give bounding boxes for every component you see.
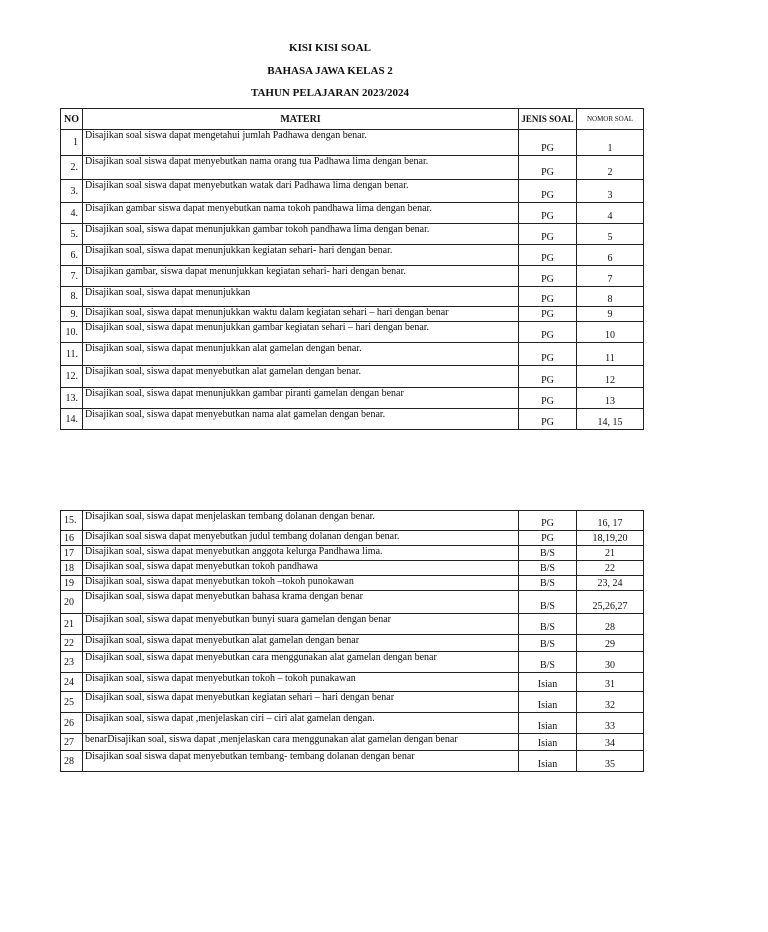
- table-row: [61, 366, 644, 388]
- cell-jenis: PG: [519, 130, 577, 156]
- cell-nomor: 33: [577, 713, 644, 734]
- cell-jenis: B/S: [519, 561, 577, 576]
- cell-nomor: 12: [577, 366, 644, 388]
- cell-no: 21: [61, 614, 83, 635]
- cell-nomor: 32: [577, 692, 644, 713]
- cell-materi: Disajikan gambar, siswa dapat menunjukkan kegiatan sehari- hari dengan benar.: [83, 266, 519, 287]
- cell-materi: Disajikan soal, siswa dapat menunjukkan gambar kegiatan sehari – hari dengan benar.: [83, 322, 519, 343]
- cell-nomor: 4: [577, 203, 644, 224]
- cell-nomor: 14, 15: [577, 409, 644, 430]
- cell-no: 13.: [61, 388, 83, 409]
- cell-jenis: Isian: [519, 692, 577, 713]
- cell-nomor: 9: [577, 307, 644, 322]
- cell-materi: Disajikan soal, siswa dapat menunjukkan waktu dalam kegiatan sehari – hari dengan benar: [83, 307, 519, 322]
- cell-materi: Disajikan soal, siswa dapat ,menjelaskan ciri – ciri alat gamelan dengan.: [83, 713, 519, 734]
- cell-no: 22: [61, 635, 83, 652]
- cell-nomor: 30: [577, 652, 644, 673]
- table-row: [61, 561, 644, 576]
- cell-no: 18: [61, 561, 83, 576]
- col-jenis-header: JENIS SOAL: [519, 109, 577, 130]
- table-row: [61, 156, 644, 180]
- table-row: [61, 388, 644, 409]
- cell-nomor: 18,19,20: [577, 531, 644, 546]
- cell-jenis: PG: [519, 511, 577, 531]
- table-row: [61, 266, 644, 287]
- cell-no: 26: [61, 713, 83, 734]
- kisi-table-1: [60, 108, 644, 430]
- cell-materi: Disajikan soal, siswa dapat menyebutkan tokoh pandhawa: [83, 561, 519, 576]
- cell-nomor: 22: [577, 561, 644, 576]
- table-row: [61, 245, 644, 266]
- table-row: [61, 180, 644, 203]
- cell-no: 16: [61, 531, 83, 546]
- table-row: [61, 751, 644, 772]
- cell-materi: Disajikan soal, siswa dapat menunjukkan alat gamelan dengan benar.: [83, 343, 519, 366]
- cell-jenis: PG: [519, 224, 577, 245]
- table-row: [61, 734, 644, 751]
- cell-materi: Disajikan soal siswa dapat mengetahui jumlah Padhawa dengan benar.: [83, 130, 519, 156]
- cell-no: 6.: [61, 245, 83, 266]
- cell-materi: Disajikan soal, siswa dapat menyebutkan kegiatan sehari – hari dengan benar: [83, 692, 519, 713]
- cell-nomor: 34: [577, 734, 644, 751]
- cell-nomor: 21: [577, 546, 644, 561]
- table-row: [61, 287, 644, 307]
- table-row: [61, 614, 644, 635]
- table-row: [61, 343, 644, 366]
- cell-materi: Disajikan soal siswa dapat menyebutkan watak dari Padhawa lima dengan benar.: [83, 180, 519, 203]
- table-row: [61, 322, 644, 343]
- cell-materi: Disajikan soal, siswa dapat menunjukkan gambar tokoh pandhawa lima dengan benar.: [83, 224, 519, 245]
- cell-no: 23: [61, 652, 83, 673]
- cell-jenis: B/S: [519, 635, 577, 652]
- cell-materi: Disajikan gambar siswa dapat menyebutkan nama tokoh pandhawa lima dengan benar.: [83, 203, 519, 224]
- cell-nomor: 10: [577, 322, 644, 343]
- cell-nomor: 25,26,27: [577, 591, 644, 614]
- cell-jenis: B/S: [519, 652, 577, 673]
- cell-nomor: 13: [577, 388, 644, 409]
- table-header-row: [61, 109, 644, 130]
- cell-jenis: PG: [519, 307, 577, 322]
- cell-no: 11.: [61, 343, 83, 366]
- cell-materi: Disajikan soal siswa dapat menyebutkan judul tembang dolanan dengan benar.: [83, 531, 519, 546]
- cell-materi: Disajikan soal, siswa dapat menyebutkan alat gamelan dengan benar: [83, 635, 519, 652]
- table-row: [61, 130, 644, 156]
- cell-jenis: PG: [519, 180, 577, 203]
- table-row: [61, 635, 644, 652]
- cell-no: 9.: [61, 307, 83, 322]
- cell-materi: Disajikan soal, siswa dapat menyebutkan alat gamelan dengan benar.: [83, 366, 519, 388]
- table-row: [61, 692, 644, 713]
- cell-no: 10.: [61, 322, 83, 343]
- cell-materi: Disajikan soal siswa dapat menyebutkan tembang- tembang dolanan dengan benar: [83, 751, 519, 772]
- table-row: [61, 203, 644, 224]
- cell-materi: Disajikan soal, siswa dapat menjelaskan tembang dolanan dengan benar.: [83, 511, 519, 531]
- cell-jenis: Isian: [519, 751, 577, 772]
- table-row: [61, 576, 644, 591]
- cell-no: 1: [61, 130, 83, 156]
- cell-no: 24: [61, 673, 83, 692]
- cell-jenis: B/S: [519, 591, 577, 614]
- cell-jenis: PG: [519, 388, 577, 409]
- cell-materi: Disajikan soal, siswa dapat menyebutkan nama alat gamelan dengan benar.: [83, 409, 519, 430]
- table-row: [61, 307, 644, 322]
- doc-title: KISI KISI SOAL: [289, 42, 371, 54]
- cell-jenis: B/S: [519, 546, 577, 561]
- cell-jenis: B/S: [519, 614, 577, 635]
- cell-no: 17: [61, 546, 83, 561]
- cell-no: 5.: [61, 224, 83, 245]
- cell-no: 28: [61, 751, 83, 772]
- cell-no: 25: [61, 692, 83, 713]
- cell-nomor: 23, 24: [577, 576, 644, 591]
- table-row: [61, 409, 644, 430]
- cell-nomor: 31: [577, 673, 644, 692]
- cell-nomor: 5: [577, 224, 644, 245]
- cell-nomor: 16, 17: [577, 511, 644, 531]
- table-row: [61, 511, 644, 531]
- cell-nomor: 2: [577, 156, 644, 180]
- cell-jenis: PG: [519, 203, 577, 224]
- cell-no: 12.: [61, 366, 83, 388]
- cell-jenis: PG: [519, 366, 577, 388]
- cell-materi: Disajikan soal, siswa dapat menunjukkan: [83, 287, 519, 307]
- cell-no: 15.: [61, 511, 83, 531]
- table-row: [61, 591, 644, 614]
- table-row: [61, 531, 644, 546]
- cell-no: 14.: [61, 409, 83, 430]
- cell-materi: Disajikan soal, siswa dapat menyebutkan anggota kelurga Pandhawa lima.: [83, 546, 519, 561]
- doc-subject: BAHASA JAWA KELAS 2: [267, 65, 393, 77]
- cell-nomor: 11: [577, 343, 644, 366]
- table-row: [61, 673, 644, 692]
- cell-nomor: 28: [577, 614, 644, 635]
- cell-no: 19: [61, 576, 83, 591]
- table-row: [61, 713, 644, 734]
- cell-nomor: 6: [577, 245, 644, 266]
- cell-materi: Disajikan soal, siswa dapat menyebutkan bunyi suara gamelan dengan benar: [83, 614, 519, 635]
- table-row: [61, 652, 644, 673]
- cell-materi: Disajikan soal, siswa dapat menyebutkan tokoh –tokoh punokawan: [83, 576, 519, 591]
- cell-nomor: 1: [577, 130, 644, 156]
- cell-no: 3.: [61, 180, 83, 203]
- cell-nomor: 7: [577, 266, 644, 287]
- cell-nomor: 8: [577, 287, 644, 307]
- cell-jenis: Isian: [519, 713, 577, 734]
- cell-jenis: PG: [519, 245, 577, 266]
- cell-jenis: Isian: [519, 673, 577, 692]
- cell-no: 27: [61, 734, 83, 751]
- table-row: [61, 224, 644, 245]
- doc-year: TAHUN PELAJARAN 2023/2024: [250, 87, 410, 99]
- cell-jenis: PG: [519, 322, 577, 343]
- kisi-table-2: [60, 510, 644, 772]
- cell-jenis: PG: [519, 531, 577, 546]
- cell-materi: Disajikan soal, siswa dapat menyebutkan bahasa krama dengan benar: [83, 591, 519, 614]
- cell-materi: Disajikan soal, siswa dapat menunjukkan gambar piranti gamelan dengan benar: [83, 388, 519, 409]
- cell-jenis: Isian: [519, 734, 577, 751]
- col-no-header: NO: [61, 109, 83, 130]
- cell-no: 20: [61, 591, 83, 614]
- cell-no: 8.: [61, 287, 83, 307]
- cell-jenis: PG: [519, 156, 577, 180]
- cell-nomor: 3: [577, 180, 644, 203]
- table-row: [61, 546, 644, 561]
- cell-jenis: PG: [519, 343, 577, 366]
- cell-materi: benarDisajikan soal, siswa dapat ,menjelaskan cara menggunakan alat gamelan dengan benar: [83, 734, 519, 751]
- col-materi-header: MATERI: [83, 109, 519, 130]
- cell-materi: Disajikan soal, siswa dapat menyebutkan cara menggunakan alat gamelan dengan benar: [83, 652, 519, 673]
- cell-jenis: PG: [519, 266, 577, 287]
- col-nomor-header: NOMOR SOAL: [577, 109, 644, 130]
- cell-no: 4.: [61, 203, 83, 224]
- cell-jenis: PG: [519, 409, 577, 430]
- cell-materi: Disajikan soal, siswa dapat menyebutkan tokoh – tokoh punakawan: [83, 673, 519, 692]
- cell-no: 2.: [61, 156, 83, 180]
- cell-jenis: B/S: [519, 576, 577, 591]
- cell-jenis: PG: [519, 287, 577, 307]
- cell-nomor: 35: [577, 751, 644, 772]
- cell-materi: Disajikan soal, siswa dapat menunjukkan kegiatan sehari- hari dengan benar.: [83, 245, 519, 266]
- cell-materi: Disajikan soal siswa dapat menyebutkan nama orang tua Padhawa lima dengan benar.: [83, 156, 519, 180]
- cell-nomor: 29: [577, 635, 644, 652]
- cell-no: 7.: [61, 266, 83, 287]
